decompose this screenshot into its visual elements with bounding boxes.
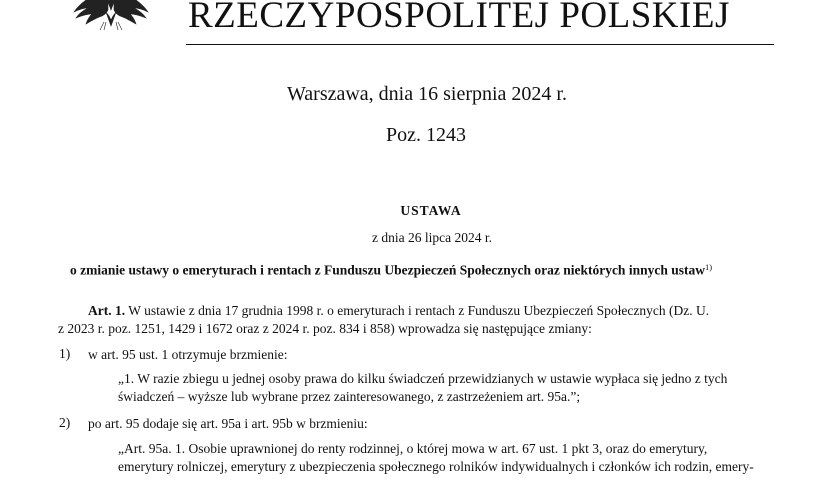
item-1-quote-line: „1. W razie zbiegu u jednej osoby prawa do kilku świadczeń przewidzianych w ustawie wypłaca się jedno z tych <box>118 371 728 386</box>
act-type-text: USTAWA <box>400 203 462 218</box>
masthead-divider <box>186 44 774 45</box>
article-1-label: Art. 1. <box>88 303 126 318</box>
item-1-quote-line: świadczeń – wyższe lub wybrane przez zainteresowanego, z zastrzeżeniem art. 95a.”; <box>118 389 581 404</box>
footnote-link[interactable]: 1) <box>704 262 713 272</box>
item-2-quote-line: emerytury rolniczej, emerytury z ubezpieczenia społecznego rolników indywidualnych i członków ich rodzin, emery- <box>118 459 754 474</box>
polish-eagle-emblem-icon <box>66 0 156 32</box>
issue-date <box>0 83 840 106</box>
issue-position-text: Poz. 1243 <box>386 124 466 146</box>
article-1-line1-text: W ustawie z dnia 17 grudnia 1998 r. o emeryturach i rentach z Funduszu Ubezpieczeń Społecznych (Dz. U. <box>128 303 710 318</box>
issue-position <box>0 124 840 147</box>
item-1-number: 1) <box>59 346 71 361</box>
article-1-second-line: z 2023 r. poz. 1251, 1429 i 1672 oraz z 2024 r. poz. 834 i 858) wprowadza się następujące zmiany: <box>58 321 592 336</box>
issue-date-text: Warszawa, dnia 16 sierpnia 2024 r. <box>287 83 567 105</box>
item-1-text: w art. 95 ust. 1 otrzymuje brzmienie: <box>88 347 288 362</box>
act-date-text: z dnia 26 lipca 2024 r. <box>372 230 492 245</box>
item-2-text: po art. 95 dodaje się art. 95a i art. 95b w brzmieniu: <box>88 416 368 431</box>
act-title <box>70 261 770 279</box>
article-1-first-line <box>88 302 709 319</box>
item-2-number: 2) <box>59 415 71 430</box>
act-type <box>0 203 840 219</box>
item-2-quote-line: „Art. 95a. 1. Osobie uprawnionej do renty rodzinnej, o której mowa w art. 67 ust. 1 pkt 3, oraz do emerytury, <box>118 441 708 456</box>
act-title-text: o zmianie ustawy o emeryturach i rentach z Funduszu Ubezpieczeń Społecznych oraz niektórych innych ustaw <box>70 262 705 278</box>
masthead-title: RZECZYPOSPOLITEJ POLSKIEJ <box>188 0 730 36</box>
act-date <box>0 230 840 246</box>
